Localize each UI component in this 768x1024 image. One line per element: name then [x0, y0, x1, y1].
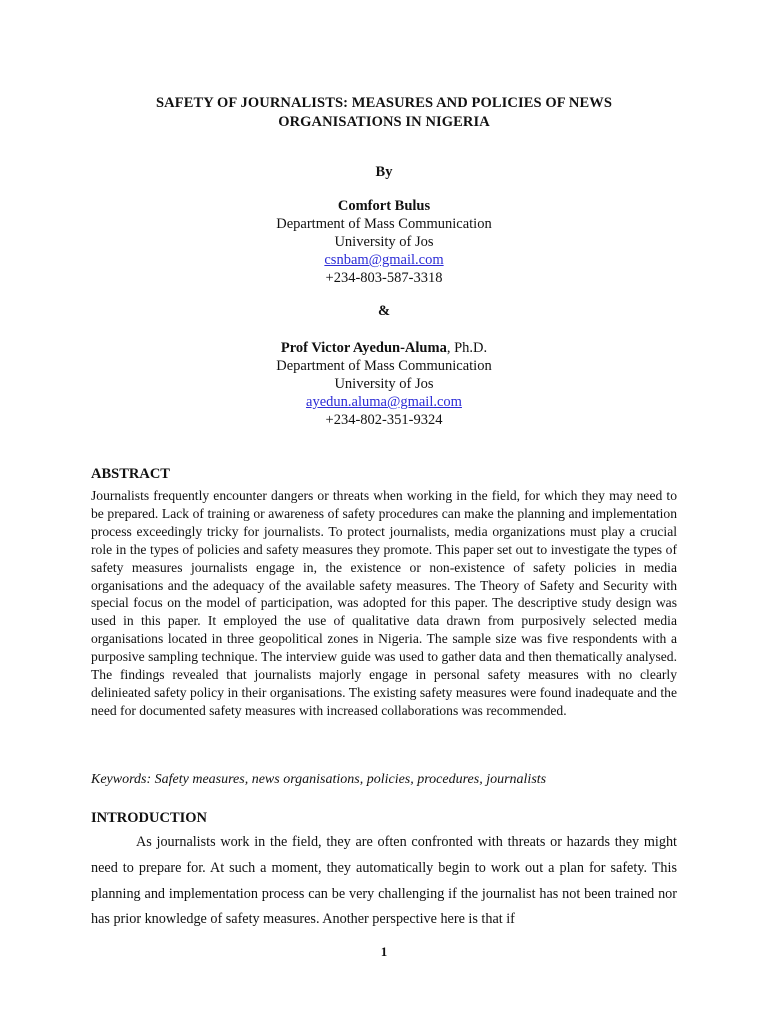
author-2-name: Prof Victor Ayedun-Aluma: [280, 340, 447, 356]
ampersand: &: [377, 303, 391, 319]
author-2-university: University of Jos: [334, 376, 434, 392]
author-1-phone: +234-803-587-3318: [325, 270, 443, 286]
paper-title: [90, 94, 678, 132]
author-1-department: Department of Mass Communication: [276, 216, 492, 232]
introduction-heading: INTRODUCTION: [91, 810, 208, 826]
author-2-block: [0, 339, 768, 429]
author-1-email-link[interactable]: csnbam@gmail.com: [324, 252, 444, 268]
introduction-body: As journalists work in the field, they are often confronted with threats or hazards they might need to prepare for. At such a moment, they automatically begin to work out a plan for safety. This planning and implementation process can be very challenging if the journalist has not been trained nor has prior knowledge of safety measures. Another perspective here is that if: [91, 834, 677, 928]
author-2-phone: +234-802-351-9324: [325, 412, 443, 428]
abstract-body: Journalists frequently encounter dangers or threats when working in the field, for which they may need to be prepared. Lack of training or awareness of safety procedures can make the planning and implementation process exceedingly tricky for journalists. To protect journalists, media organizations must play a crucial role in the types of policies and safety measures they promote. This paper set out to investigate the types of safety measures journalists engage in, the existence or non-existence of safety policies in media organisations and the adequacy of the available safety measures. The Theory of Safety and Security with special focus on the model of participation, was adopted for this paper. The descriptive study design was used in this paper. It employed the use of qualitative data drawn from purposively selected media organisations located in three geopolitical zones in Nigeria. The sample size was five respondents with a purposive sampling technique. The interview guide was used to gather data and then thematically analysed. The findings revealed that journalists majorly engage in personal safety measures with no clearly delinieated safety policy in their organisations. The existing safety measures were found inadequate and the need for documented safety measures with increased collaborations was recommended.: [91, 488, 677, 718]
title-line-1: SAFETY OF JOURNALISTS: MEASURES AND POLICIES OF NEWS: [156, 95, 612, 111]
title-line-2: ORGANISATIONS IN NIGERIA: [278, 114, 490, 130]
author-1-name: Comfort Bulus: [337, 198, 431, 214]
author-2-email-link[interactable]: ayedun.aluma@gmail.com: [306, 394, 462, 410]
author-2-department: Department of Mass Communication: [276, 358, 492, 374]
author-1-university: University of Jos: [334, 234, 434, 250]
abstract-heading: ABSTRACT: [91, 466, 170, 482]
author-1-block: [0, 197, 768, 287]
author-2-degree: , Ph.D.: [446, 340, 488, 356]
keywords: Keywords: Safety measures, news organisations, policies, procedures, journalists: [91, 772, 547, 787]
page-number: 1: [380, 944, 388, 959]
by-label: By: [375, 164, 393, 180]
